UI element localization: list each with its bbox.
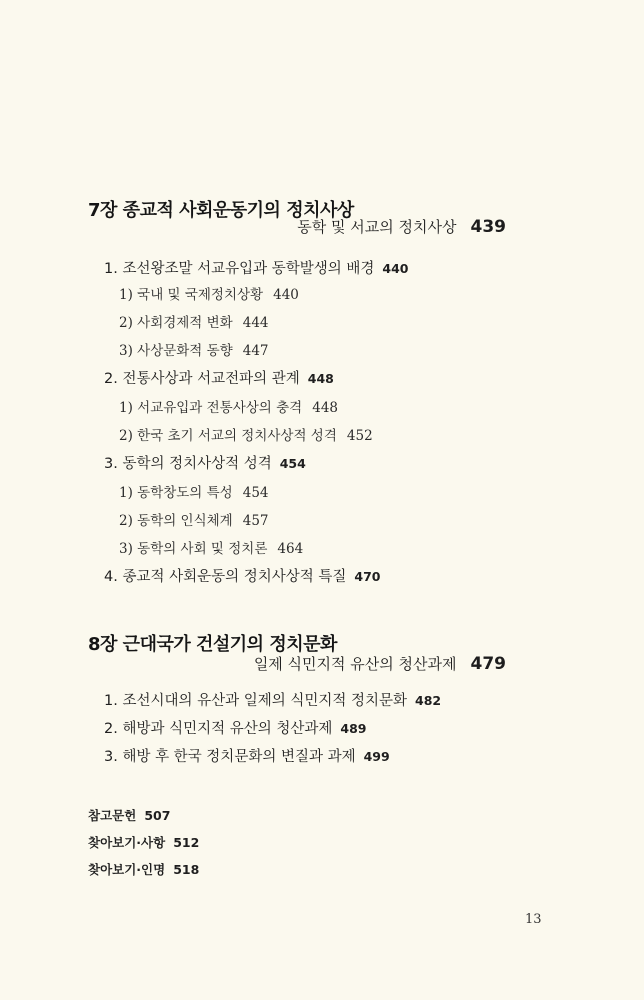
toc-section	[104, 367, 334, 388]
section-label: 1. 조선왕조말 서교유입과 동학발생의 배경	[104, 261, 375, 277]
subsection-page: 444	[242, 315, 269, 331]
subsection-page: 448	[312, 400, 339, 416]
subsection-label: 3) 동학의 사회 및 정치론	[119, 541, 268, 557]
subsection-page: 457	[242, 513, 269, 529]
chapter-8-page: 479	[470, 654, 506, 674]
toc-subsection	[119, 481, 269, 501]
section-page: 440	[382, 261, 409, 276]
section-page: 489	[340, 721, 367, 736]
subsection-page: 464	[277, 541, 304, 557]
subsection-label: 2) 사회경제적 변화	[119, 315, 233, 331]
back-matter-label: 찾아보기·사항	[88, 835, 166, 850]
back-matter-page: 518	[173, 862, 200, 877]
chapter-7-subtitle: 동학 및 서교의 정치사상	[297, 218, 457, 236]
toc-section	[104, 717, 366, 738]
toc-subsection	[119, 396, 338, 416]
chapter-7-title: 7장 종교적 사회운동기의 정치사상	[88, 200, 354, 221]
toc-section	[104, 689, 441, 710]
back-matter-item	[88, 860, 199, 878]
subsection-label: 2) 동학의 인식체계	[119, 513, 233, 529]
chapter-8-subtitle: 일제 식민지적 유산의 청산과제	[253, 655, 457, 673]
section-page: 454	[279, 456, 306, 471]
back-matter-label: 찾아보기·인명	[88, 862, 166, 877]
chapter-7-subtitle-line	[297, 216, 506, 237]
back-matter-label: 참고문헌	[88, 808, 137, 823]
subsection-label: 1) 동학창도의 특성	[119, 485, 233, 501]
subsection-page: 454	[242, 485, 269, 501]
back-matter-item	[88, 806, 170, 824]
subsection-page: 447	[242, 343, 269, 359]
section-page: 470	[354, 569, 381, 584]
toc-subsection	[119, 283, 299, 303]
toc-subsection	[119, 339, 269, 359]
section-label: 2. 전통사상과 서교전파의 관계	[104, 371, 300, 387]
toc-section	[104, 257, 408, 278]
toc-section	[104, 452, 306, 473]
chapter-7-page: 439	[470, 217, 506, 237]
back-matter-item	[88, 833, 199, 851]
subsection-page: 440	[273, 287, 299, 303]
section-page: 482	[415, 693, 442, 708]
back-matter-page: 507	[144, 808, 171, 823]
toc-section	[104, 745, 390, 766]
section-label: 1. 조선시대의 유산과 일제의 식민지적 정치문화	[104, 693, 408, 709]
toc-subsection	[119, 311, 269, 331]
toc-subsection	[119, 509, 269, 529]
toc-subsection	[119, 537, 303, 557]
section-label: 3. 동학의 정치사상적 성격	[104, 456, 272, 472]
back-matter-page: 512	[173, 835, 200, 850]
subsection-label: 2) 한국 초기 서교의 정치사상적 성격	[119, 428, 337, 444]
section-page: 499	[363, 749, 390, 764]
subsection-label: 1) 서교유입과 전통사상의 충격	[119, 400, 303, 416]
chapter-8-subtitle-line	[254, 653, 506, 674]
page-number: 13	[525, 912, 542, 927]
chapter-8-title: 8장 근대국가 건설기의 정치문화	[88, 634, 337, 655]
section-label: 2. 해방과 식민지적 유산의 청산과제	[104, 721, 333, 737]
subsection-label: 1) 국내 및 국제정치상황	[119, 287, 264, 303]
section-page: 448	[307, 371, 334, 386]
section-label: 4. 종교적 사회운동의 정치사상적 특질	[104, 569, 347, 585]
section-label: 3. 해방 후 한국 정치문화의 변질과 과제	[104, 749, 356, 765]
subsection-page: 452	[346, 428, 373, 444]
subsection-label: 3) 사상문화적 동향	[119, 343, 233, 359]
toc-section	[104, 565, 380, 586]
toc-subsection	[119, 424, 373, 444]
